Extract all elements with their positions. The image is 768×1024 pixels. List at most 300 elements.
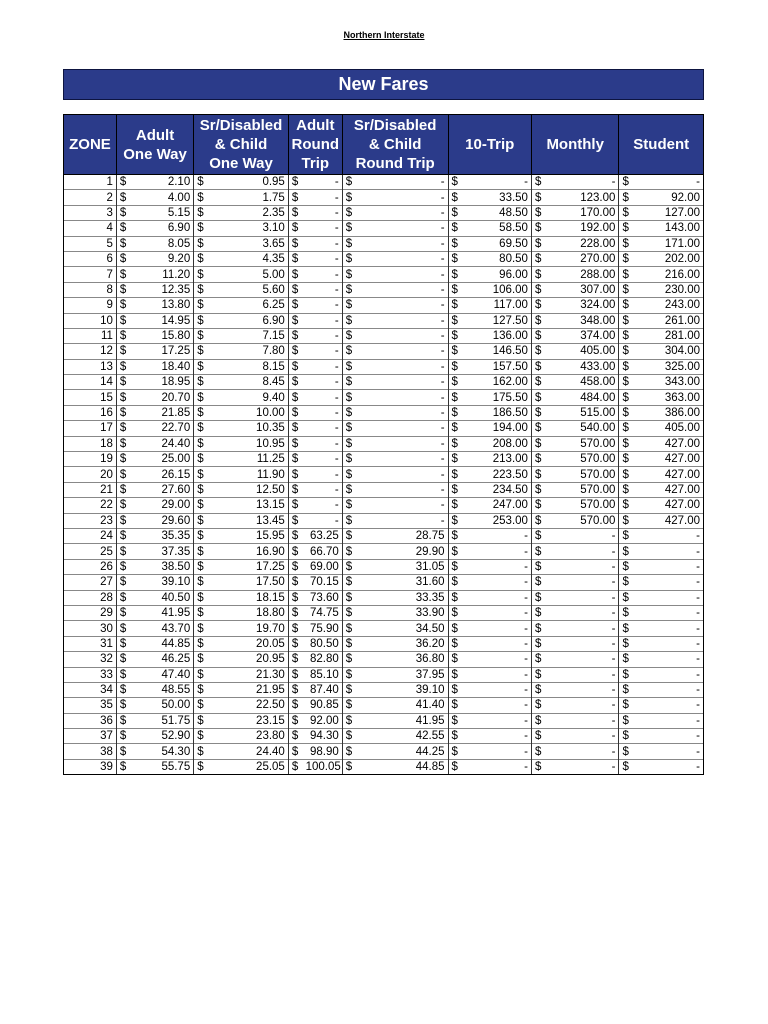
currency-symbol: $ bbox=[448, 575, 462, 590]
currency-symbol: $ bbox=[531, 359, 545, 374]
currency-symbol: $ bbox=[288, 190, 302, 205]
fare-value-sr-child-one-way: 10.35 bbox=[208, 421, 288, 436]
currency-symbol: $ bbox=[448, 744, 462, 759]
currency-symbol: $ bbox=[448, 205, 462, 220]
currency-symbol: $ bbox=[531, 205, 545, 220]
fare-value-sr-child-one-way: 1.75 bbox=[208, 190, 288, 205]
zone-cell: 34 bbox=[64, 682, 117, 697]
fare-value-student: 92.00 bbox=[633, 190, 703, 205]
currency-symbol: $ bbox=[342, 205, 356, 220]
currency-symbol: $ bbox=[288, 221, 302, 236]
fare-value-sr-child-round-trip: 31.05 bbox=[356, 559, 448, 574]
currency-symbol: $ bbox=[342, 421, 356, 436]
fare-value-adult-round-trip: - bbox=[303, 221, 343, 236]
currency-symbol: $ bbox=[619, 282, 633, 297]
fare-value-sr-child-one-way: 0.95 bbox=[208, 175, 288, 190]
fare-value-adult-round-trip: - bbox=[303, 467, 343, 482]
currency-symbol: $ bbox=[531, 698, 545, 713]
fare-value-monthly: 570.00 bbox=[546, 513, 619, 528]
zone-cell: 6 bbox=[64, 251, 117, 266]
currency-symbol: $ bbox=[448, 359, 462, 374]
fare-value-ten-trip: - bbox=[462, 528, 531, 543]
fare-value-sr-child-one-way: 11.90 bbox=[208, 467, 288, 482]
currency-symbol: $ bbox=[116, 698, 130, 713]
fare-value-sr-child-round-trip: 33.35 bbox=[356, 590, 448, 605]
fare-value-student: 405.00 bbox=[633, 421, 703, 436]
fare-value-student: - bbox=[633, 528, 703, 543]
fare-value-adult-one-way: 8.05 bbox=[131, 236, 194, 251]
table-row bbox=[64, 590, 704, 605]
fare-value-monthly: 288.00 bbox=[546, 267, 619, 282]
fare-value-adult-round-trip: 92.00 bbox=[303, 713, 343, 728]
currency-symbol: $ bbox=[288, 421, 302, 436]
fare-value-adult-round-trip: 73.60 bbox=[303, 590, 343, 605]
currency-symbol: $ bbox=[194, 590, 208, 605]
currency-symbol: $ bbox=[194, 682, 208, 697]
fare-value-student: 427.00 bbox=[633, 498, 703, 513]
fare-value-adult-one-way: 38.50 bbox=[131, 559, 194, 574]
currency-symbol: $ bbox=[116, 452, 130, 467]
currency-symbol: $ bbox=[531, 328, 545, 343]
fare-value-sr-child-round-trip: - bbox=[356, 251, 448, 266]
fare-value-ten-trip: 162.00 bbox=[462, 375, 531, 390]
column-header-line: Student bbox=[633, 136, 690, 153]
currency-symbol: $ bbox=[342, 729, 356, 744]
fare-value-monthly: - bbox=[546, 652, 619, 667]
fare-value-sr-child-round-trip: 44.25 bbox=[356, 744, 448, 759]
column-header-line: Trip bbox=[301, 155, 330, 172]
currency-symbol: $ bbox=[116, 344, 130, 359]
fare-value-student: - bbox=[633, 559, 703, 574]
currency-symbol: $ bbox=[448, 236, 462, 251]
table-row bbox=[64, 375, 704, 390]
currency-symbol: $ bbox=[194, 698, 208, 713]
currency-symbol: $ bbox=[116, 636, 130, 651]
fare-value-sr-child-one-way: 23.15 bbox=[208, 713, 288, 728]
fare-value-ten-trip: 194.00 bbox=[462, 421, 531, 436]
fare-value-student: 386.00 bbox=[633, 405, 703, 420]
column-header-line: Monthly bbox=[546, 136, 604, 153]
fare-value-adult-one-way: 26.15 bbox=[131, 467, 194, 482]
currency-symbol: $ bbox=[531, 251, 545, 266]
fare-value-monthly: 192.00 bbox=[546, 221, 619, 236]
table-row bbox=[64, 298, 704, 313]
table-row bbox=[64, 359, 704, 374]
currency-symbol: $ bbox=[194, 221, 208, 236]
fare-value-ten-trip: - bbox=[462, 744, 531, 759]
fares-table bbox=[63, 114, 704, 775]
fare-value-monthly: - bbox=[546, 605, 619, 620]
currency-symbol: $ bbox=[194, 652, 208, 667]
column-header-line: Adult bbox=[135, 126, 175, 144]
fare-value-student: 202.00 bbox=[633, 251, 703, 266]
fare-value-monthly: 270.00 bbox=[546, 251, 619, 266]
currency-symbol: $ bbox=[619, 575, 633, 590]
currency-symbol: $ bbox=[342, 559, 356, 574]
fare-value-sr-child-round-trip: 39.10 bbox=[356, 682, 448, 697]
fare-value-student: 343.00 bbox=[633, 375, 703, 390]
currency-symbol: $ bbox=[342, 667, 356, 682]
fare-value-ten-trip: 157.50 bbox=[462, 359, 531, 374]
zone-cell: 21 bbox=[64, 482, 117, 497]
fare-value-adult-one-way: 15.80 bbox=[131, 328, 194, 343]
currency-symbol: $ bbox=[288, 344, 302, 359]
fare-value-monthly: - bbox=[546, 528, 619, 543]
currency-symbol: $ bbox=[342, 251, 356, 266]
currency-symbol: $ bbox=[619, 636, 633, 651]
fare-value-adult-one-way: 39.10 bbox=[131, 575, 194, 590]
fare-value-sr-child-one-way: 22.50 bbox=[208, 698, 288, 713]
fare-value-sr-child-round-trip: - bbox=[356, 421, 448, 436]
currency-symbol: $ bbox=[194, 328, 208, 343]
zone-cell: 10 bbox=[64, 313, 117, 328]
table-header-row bbox=[64, 115, 704, 175]
currency-symbol: $ bbox=[342, 452, 356, 467]
fare-value-sr-child-round-trip: - bbox=[356, 513, 448, 528]
currency-symbol: $ bbox=[531, 390, 545, 405]
currency-symbol: $ bbox=[194, 513, 208, 528]
fare-value-student: 127.00 bbox=[633, 205, 703, 220]
currency-symbol: $ bbox=[288, 313, 302, 328]
fare-value-adult-round-trip: - bbox=[303, 498, 343, 513]
currency-symbol: $ bbox=[342, 713, 356, 728]
currency-symbol: $ bbox=[342, 698, 356, 713]
fare-value-adult-round-trip: - bbox=[303, 421, 343, 436]
fare-value-student: - bbox=[633, 575, 703, 590]
fare-value-monthly: 123.00 bbox=[546, 190, 619, 205]
fare-value-student: - bbox=[633, 636, 703, 651]
fare-value-adult-round-trip: 63.25 bbox=[303, 528, 343, 543]
currency-symbol: $ bbox=[531, 452, 545, 467]
fare-value-student: - bbox=[633, 744, 703, 759]
fare-value-adult-one-way: 46.25 bbox=[131, 652, 194, 667]
fare-value-sr-child-one-way: 24.40 bbox=[208, 744, 288, 759]
currency-symbol: $ bbox=[448, 682, 462, 697]
table-row bbox=[64, 405, 704, 420]
zone-cell: 26 bbox=[64, 559, 117, 574]
column-header-line: Adult bbox=[296, 117, 335, 134]
fare-value-student: - bbox=[633, 621, 703, 636]
currency-symbol: $ bbox=[116, 205, 130, 220]
currency-symbol: $ bbox=[194, 190, 208, 205]
currency-symbol: $ bbox=[116, 513, 130, 528]
fare-value-student: 171.00 bbox=[633, 236, 703, 251]
fare-value-sr-child-round-trip: - bbox=[356, 298, 448, 313]
fare-value-adult-round-trip: 87.40 bbox=[303, 682, 343, 697]
fare-value-monthly: 570.00 bbox=[546, 467, 619, 482]
currency-symbol: $ bbox=[288, 698, 302, 713]
fare-value-monthly: 405.00 bbox=[546, 344, 619, 359]
fare-value-student: - bbox=[633, 590, 703, 605]
table-row bbox=[64, 267, 704, 282]
currency-symbol: $ bbox=[288, 513, 302, 528]
table-row bbox=[64, 328, 704, 343]
currency-symbol: $ bbox=[619, 544, 633, 559]
fare-value-ten-trip: - bbox=[462, 605, 531, 620]
fare-value-adult-round-trip: 74.75 bbox=[303, 605, 343, 620]
fare-value-student: 325.00 bbox=[633, 359, 703, 374]
currency-symbol: $ bbox=[116, 390, 130, 405]
currency-symbol: $ bbox=[619, 759, 633, 774]
currency-symbol: $ bbox=[116, 359, 130, 374]
table-row bbox=[64, 729, 704, 744]
currency-symbol: $ bbox=[116, 375, 130, 390]
zone-cell: 11 bbox=[64, 328, 117, 343]
currency-symbol: $ bbox=[619, 682, 633, 697]
fare-value-ten-trip: 223.50 bbox=[462, 467, 531, 482]
table-row bbox=[64, 759, 704, 774]
currency-symbol: $ bbox=[448, 421, 462, 436]
zone-cell: 39 bbox=[64, 759, 117, 774]
fare-value-adult-round-trip: 90.85 bbox=[303, 698, 343, 713]
currency-symbol: $ bbox=[116, 682, 130, 697]
table-row bbox=[64, 467, 704, 482]
fare-value-sr-child-one-way: 5.60 bbox=[208, 282, 288, 297]
column-header-student bbox=[619, 115, 704, 175]
currency-symbol: $ bbox=[342, 605, 356, 620]
fare-value-ten-trip: 96.00 bbox=[462, 267, 531, 282]
currency-symbol: $ bbox=[288, 359, 302, 374]
fare-value-sr-child-round-trip: - bbox=[356, 313, 448, 328]
zone-cell: 37 bbox=[64, 729, 117, 744]
fare-value-adult-one-way: 27.60 bbox=[131, 482, 194, 497]
currency-symbol: $ bbox=[116, 421, 130, 436]
fare-value-monthly: - bbox=[546, 759, 619, 774]
fare-value-adult-one-way: 41.95 bbox=[131, 605, 194, 620]
column-header-adult-round-trip bbox=[288, 115, 342, 175]
fare-value-student: - bbox=[633, 698, 703, 713]
currency-symbol: $ bbox=[288, 175, 302, 190]
fare-value-sr-child-round-trip: - bbox=[356, 236, 448, 251]
currency-symbol: $ bbox=[531, 682, 545, 697]
zone-cell: 13 bbox=[64, 359, 117, 374]
fare-value-sr-child-round-trip: - bbox=[356, 390, 448, 405]
currency-symbol: $ bbox=[619, 652, 633, 667]
fare-value-student: - bbox=[633, 682, 703, 697]
currency-symbol: $ bbox=[288, 559, 302, 574]
fare-value-ten-trip: - bbox=[462, 713, 531, 728]
currency-symbol: $ bbox=[288, 590, 302, 605]
fare-value-sr-child-one-way: 8.15 bbox=[208, 359, 288, 374]
currency-symbol: $ bbox=[342, 513, 356, 528]
currency-symbol: $ bbox=[448, 729, 462, 744]
currency-symbol: $ bbox=[619, 205, 633, 220]
fare-value-monthly: 348.00 bbox=[546, 313, 619, 328]
currency-symbol: $ bbox=[619, 344, 633, 359]
currency-symbol: $ bbox=[288, 328, 302, 343]
fare-value-adult-one-way: 29.60 bbox=[131, 513, 194, 528]
fare-value-monthly: - bbox=[546, 698, 619, 713]
currency-symbol: $ bbox=[194, 605, 208, 620]
currency-symbol: $ bbox=[342, 298, 356, 313]
currency-symbol: $ bbox=[194, 405, 208, 420]
fare-value-adult-one-way: 24.40 bbox=[131, 436, 194, 451]
currency-symbol: $ bbox=[619, 605, 633, 620]
currency-symbol: $ bbox=[288, 667, 302, 682]
table-row bbox=[64, 698, 704, 713]
zone-cell: 9 bbox=[64, 298, 117, 313]
currency-symbol: $ bbox=[194, 559, 208, 574]
fare-value-adult-one-way: 20.70 bbox=[131, 390, 194, 405]
currency-symbol: $ bbox=[531, 498, 545, 513]
currency-symbol: $ bbox=[116, 298, 130, 313]
currency-symbol: $ bbox=[194, 236, 208, 251]
fare-value-student: 230.00 bbox=[633, 282, 703, 297]
table-row bbox=[64, 282, 704, 297]
fare-value-student: - bbox=[633, 544, 703, 559]
fare-value-ten-trip: 58.50 bbox=[462, 221, 531, 236]
fare-value-adult-one-way: 43.70 bbox=[131, 621, 194, 636]
currency-symbol: $ bbox=[288, 390, 302, 405]
currency-symbol: $ bbox=[531, 621, 545, 636]
fare-value-adult-round-trip: - bbox=[303, 390, 343, 405]
fare-value-sr-child-round-trip: 33.90 bbox=[356, 605, 448, 620]
fare-value-sr-child-round-trip: - bbox=[356, 328, 448, 343]
currency-symbol: $ bbox=[288, 498, 302, 513]
currency-symbol: $ bbox=[194, 436, 208, 451]
currency-symbol: $ bbox=[116, 621, 130, 636]
fare-value-sr-child-one-way: 3.10 bbox=[208, 221, 288, 236]
currency-symbol: $ bbox=[194, 359, 208, 374]
currency-symbol: $ bbox=[116, 221, 130, 236]
currency-symbol: $ bbox=[342, 390, 356, 405]
currency-symbol: $ bbox=[194, 713, 208, 728]
fare-value-student: 427.00 bbox=[633, 513, 703, 528]
fare-value-ten-trip: 175.50 bbox=[462, 390, 531, 405]
currency-symbol: $ bbox=[342, 313, 356, 328]
column-header-sr-child-one-way bbox=[194, 115, 289, 175]
currency-symbol: $ bbox=[194, 729, 208, 744]
fare-value-sr-child-round-trip: 41.95 bbox=[356, 713, 448, 728]
fare-value-ten-trip: 213.00 bbox=[462, 452, 531, 467]
fare-value-ten-trip: 146.50 bbox=[462, 344, 531, 359]
currency-symbol: $ bbox=[448, 267, 462, 282]
zone-cell: 38 bbox=[64, 744, 117, 759]
zone-cell: 3 bbox=[64, 205, 117, 220]
currency-symbol: $ bbox=[531, 559, 545, 574]
fare-value-ten-trip: 69.50 bbox=[462, 236, 531, 251]
fare-value-ten-trip: 127.50 bbox=[462, 313, 531, 328]
column-header-monthly bbox=[531, 115, 618, 175]
fare-value-student: 427.00 bbox=[633, 452, 703, 467]
fare-value-adult-round-trip: - bbox=[303, 482, 343, 497]
currency-symbol: $ bbox=[531, 744, 545, 759]
zone-cell: 24 bbox=[64, 528, 117, 543]
fare-value-adult-round-trip: 94.30 bbox=[303, 729, 343, 744]
currency-symbol: $ bbox=[342, 344, 356, 359]
fare-value-adult-one-way: 2.10 bbox=[131, 175, 194, 190]
fare-value-sr-child-one-way: 10.95 bbox=[208, 436, 288, 451]
currency-symbol: $ bbox=[531, 513, 545, 528]
currency-symbol: $ bbox=[288, 528, 302, 543]
fare-value-sr-child-round-trip: 34.50 bbox=[356, 621, 448, 636]
fare-value-monthly: - bbox=[546, 713, 619, 728]
currency-symbol: $ bbox=[288, 544, 302, 559]
column-header-sr-child-round-trip bbox=[342, 115, 448, 175]
fare-value-sr-child-round-trip: 28.75 bbox=[356, 528, 448, 543]
fare-value-adult-round-trip: - bbox=[303, 513, 343, 528]
currency-symbol: $ bbox=[619, 313, 633, 328]
fare-value-sr-child-round-trip: - bbox=[356, 436, 448, 451]
currency-symbol: $ bbox=[531, 544, 545, 559]
currency-symbol: $ bbox=[619, 375, 633, 390]
currency-symbol: $ bbox=[288, 236, 302, 251]
fare-value-adult-one-way: 12.35 bbox=[131, 282, 194, 297]
currency-symbol: $ bbox=[619, 421, 633, 436]
fare-value-student: 427.00 bbox=[633, 467, 703, 482]
currency-symbol: $ bbox=[342, 482, 356, 497]
fare-value-sr-child-one-way: 25.05 bbox=[208, 759, 288, 774]
fare-value-adult-round-trip: - bbox=[303, 452, 343, 467]
currency-symbol: $ bbox=[342, 375, 356, 390]
table-row bbox=[64, 744, 704, 759]
zone-cell: 2 bbox=[64, 190, 117, 205]
page-title: New Fares bbox=[63, 69, 704, 100]
currency-symbol: $ bbox=[116, 436, 130, 451]
currency-symbol: $ bbox=[448, 221, 462, 236]
zone-cell: 12 bbox=[64, 344, 117, 359]
fare-value-student: 243.00 bbox=[633, 298, 703, 313]
fare-value-sr-child-round-trip: 36.20 bbox=[356, 636, 448, 651]
currency-symbol: $ bbox=[288, 652, 302, 667]
fare-value-ten-trip: 208.00 bbox=[462, 436, 531, 451]
currency-symbol: $ bbox=[448, 605, 462, 620]
table-row bbox=[64, 221, 704, 236]
fare-value-sr-child-one-way: 15.95 bbox=[208, 528, 288, 543]
fare-value-sr-child-one-way: 2.35 bbox=[208, 205, 288, 220]
table-row bbox=[64, 682, 704, 697]
currency-symbol: $ bbox=[342, 405, 356, 420]
fare-value-adult-round-trip: - bbox=[303, 251, 343, 266]
column-header-line: Round bbox=[291, 136, 340, 153]
currency-symbol: $ bbox=[448, 621, 462, 636]
currency-symbol: $ bbox=[194, 744, 208, 759]
currency-symbol: $ bbox=[531, 313, 545, 328]
fare-value-adult-round-trip: - bbox=[303, 344, 343, 359]
currency-symbol: $ bbox=[448, 328, 462, 343]
currency-symbol: $ bbox=[531, 652, 545, 667]
fare-value-sr-child-round-trip: - bbox=[356, 498, 448, 513]
currency-symbol: $ bbox=[448, 452, 462, 467]
fare-value-adult-one-way: 22.70 bbox=[131, 421, 194, 436]
zone-cell: 18 bbox=[64, 436, 117, 451]
currency-symbol: $ bbox=[531, 436, 545, 451]
fare-value-monthly: 458.00 bbox=[546, 375, 619, 390]
fare-value-monthly: - bbox=[546, 559, 619, 574]
zone-cell: 29 bbox=[64, 605, 117, 620]
currency-symbol: $ bbox=[194, 375, 208, 390]
fare-value-ten-trip: - bbox=[462, 559, 531, 574]
currency-symbol: $ bbox=[619, 482, 633, 497]
fare-value-student: - bbox=[633, 667, 703, 682]
fare-value-ten-trip: - bbox=[462, 175, 531, 190]
fare-value-adult-one-way: 11.20 bbox=[131, 267, 194, 282]
currency-symbol: $ bbox=[531, 344, 545, 359]
currency-symbol: $ bbox=[619, 405, 633, 420]
fare-value-monthly: 570.00 bbox=[546, 482, 619, 497]
zone-cell: 25 bbox=[64, 544, 117, 559]
fare-value-sr-child-round-trip: 37.95 bbox=[356, 667, 448, 682]
currency-symbol: $ bbox=[342, 759, 356, 774]
currency-symbol: $ bbox=[288, 267, 302, 282]
currency-symbol: $ bbox=[531, 190, 545, 205]
fare-value-monthly: 433.00 bbox=[546, 359, 619, 374]
fare-value-adult-round-trip: 98.90 bbox=[303, 744, 343, 759]
fare-value-student: 216.00 bbox=[633, 267, 703, 282]
fare-value-adult-one-way: 54.30 bbox=[131, 744, 194, 759]
fare-value-adult-one-way: 52.90 bbox=[131, 729, 194, 744]
fare-value-adult-one-way: 37.35 bbox=[131, 544, 194, 559]
